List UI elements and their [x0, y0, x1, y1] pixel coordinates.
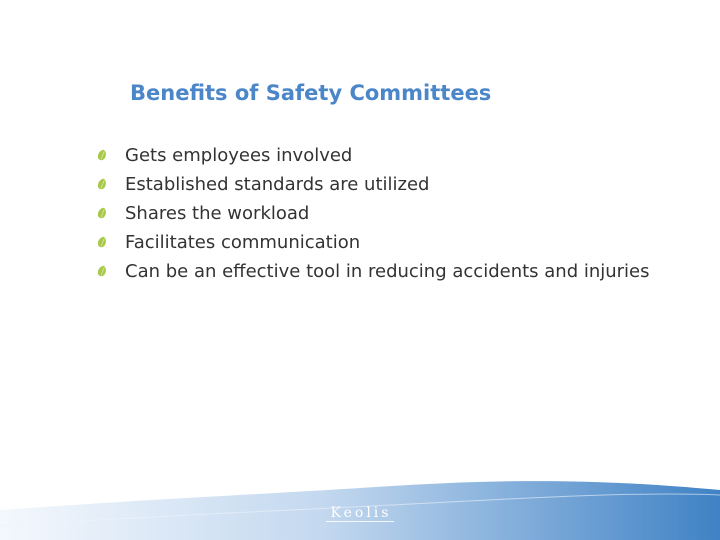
- bullet-text: Facilitates communication: [125, 232, 361, 253]
- bullet-item: [96, 141, 716, 170]
- bullet-item: [96, 199, 716, 228]
- bullet-text: Gets employees involved: [125, 145, 353, 166]
- bullet-text: Can be an effective tool in reducing accidents and injuries: [125, 261, 650, 282]
- green-leaf-bullet-icon: [97, 236, 107, 248]
- green-leaf-bullet-icon: [97, 265, 107, 277]
- green-leaf-bullet-icon: [97, 178, 107, 190]
- bullet-text: Shares the workload: [125, 203, 310, 224]
- green-leaf-bullet-icon: [97, 207, 107, 219]
- logo-underline: [326, 521, 394, 522]
- bullet-list: [96, 141, 716, 286]
- green-leaf-bullet-icon: [97, 149, 107, 161]
- footer-wave-band: [0, 440, 720, 540]
- slide-title: Benefits of Safety Committees: [130, 81, 492, 105]
- keolis-logo: Keolis: [330, 505, 392, 521]
- bullet-text: Established standards are utilized: [125, 174, 430, 195]
- bullet-item: [96, 228, 716, 257]
- bullet-item: [96, 257, 716, 286]
- bullet-item: [96, 170, 716, 199]
